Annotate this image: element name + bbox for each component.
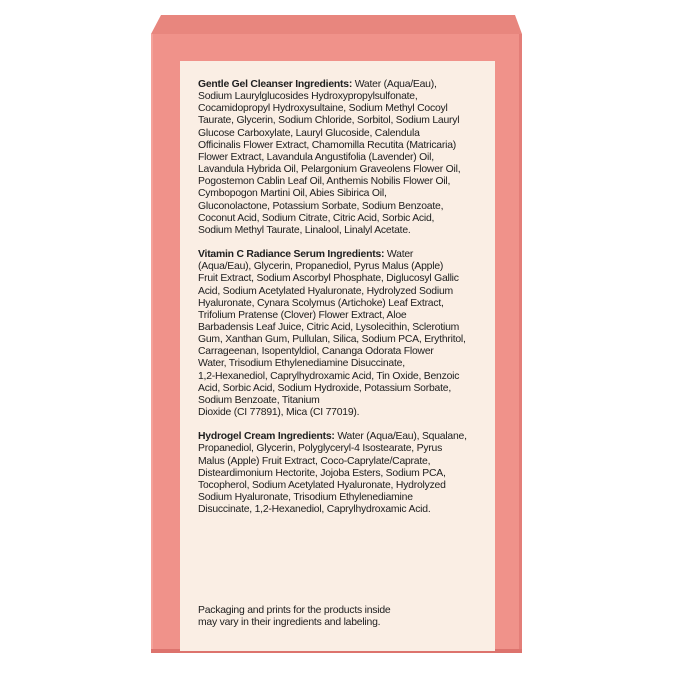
- section-title-vitamin-c-radiance-serum: Vitamin C Radiance Serum Ingredients:: [198, 249, 385, 261]
- section-body-hydrogel-cream: Water (Aqua/Eau), Squalane, Propanediol, Glycerin, Polyglyceryl-4 Isostearate, Pyrus Malus (Apple) Fruit Extract, Coco-Caprylate/Caprate, Disteardimonium Hectorite, Jojoba Esters, Sodium PCA, Tocopherol, Sodium Acetylated Hyaluronate, Hydrolyzed Sodium Hyaluronate, Trisodium Ethylenediamine Disuccinate, 1,2-Hexanediol, Caprylhydroxamic Acid.: [198, 431, 467, 516]
- ingredients-section-gentle-gel-cleanser: [198, 79, 487, 237]
- ingredients-section-vitamin-c-radiance-serum: [198, 249, 487, 419]
- section-title-hydrogel-cream: Hydrogel Cream Ingredients:: [198, 431, 335, 443]
- product-box-back: [151, 15, 522, 653]
- ingredients-label-panel: [180, 61, 495, 651]
- box-front-face: [151, 34, 522, 653]
- section-body-vitamin-c-radiance-serum: Water (Aqua/Eau), Glycerin, Propanediol, Pyrus Malus (Apple) Fruit Extract, Sodium Ascorbyl Phosphate, Diglucosyl Gallic Acid, Sodium Acetylated Hyaluronate, Hydrolyzed Sodium Hyaluronate, Cynara Scolymus (Artichoke) Leaf Extract, Trifolium Pratense (Clover) Flower Extract, Aloe Barbadensis Leaf Juice, Citric Acid, Lysolecithin, Sclerotium Gum, Xanthan Gum, Pullulan, Silica, Sodium PCA, Erythritol, Carrageenan, Isopentyldiol, Cananga Odorata Flower Water, Trisodium Ethylenediamine Disuccinate, 1,2-Hexanediol, Caprylhydroxamic Acid, Tin Oxide, Benzoic Acid, Sorbic Acid, Sodium Hydroxide, Potassium Sorbate, Sodium Benzoate, Titanium Dioxide (CI 77891), Mica (CI 77019).: [198, 249, 466, 419]
- packaging-disclaimer: Packaging and prints for the products inside may vary in their ingredients and labeling.: [198, 604, 391, 628]
- box-top-edge: [151, 15, 522, 34]
- section-body-gentle-gel-cleanser: Water (Aqua/Eau), Sodium Laurylglucosides Hydroxypropylsulfonate, Cocamidopropyl Hydroxysultaine, Sodium Methyl Cocoyl Taurate, Glycerin, Sodium Chloride, Sorbitol, Sodium Lauryl Glucose Carboxylate, Lauryl Glucoside, Calendula Officinalis Flower Extract, Chamomilla Recutita (Matricaria) Flower Extract, Lavandula Angustifolia (Lavender) Oil, Lavandula Hybrida Oil, Pelargonium Graveolens Flower Oil, Pogostemon Cablin Leaf Oil, Anthemis Nobilis Flower Oil, Cymbopogon Martini Oil, Abies Sibirica Oil, Gluconolactone, Potassium Sorbate, Sodium Benzoate, Coconut Acid, Sodium Citrate, Citric Acid, Sorbic Acid, Sodium Methyl Taurate, Linalool, Linalyl Acetate.: [198, 79, 461, 236]
- ingredients-text-block: [180, 61, 495, 651]
- ingredients-section-hydrogel-cream: [198, 431, 487, 516]
- section-title-gentle-gel-cleanser: Gentle Gel Cleanser Ingredients:: [198, 79, 353, 90]
